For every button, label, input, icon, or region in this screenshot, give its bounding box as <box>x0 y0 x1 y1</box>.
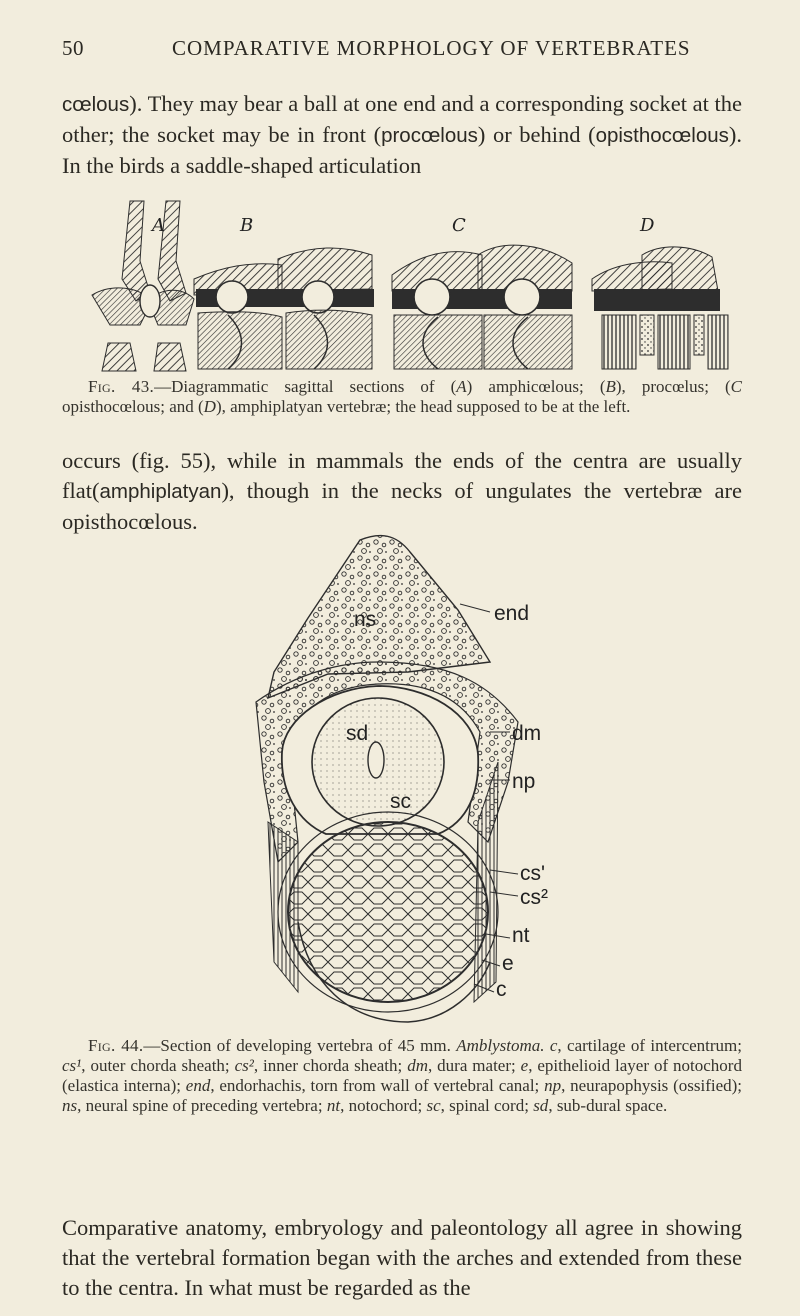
caption-italic: Amblystoma. <box>456 1036 545 1055</box>
caption-italic: D <box>203 397 216 416</box>
paragraph-vertebra-types <box>62 89 742 181</box>
term-procoelous: procœlous <box>381 124 478 147</box>
caption-figure-label: Fig. 44. <box>88 1036 144 1055</box>
paragraph-vertebral-formation: Comparative anatomy, embryology and paleontology all agree in showing that the vertebral formation began with the arches and extended from these to the centra. In what must be regarded as the <box>62 1215 742 1300</box>
caption-text: , epithelioid layer of notochord (elastica interna); <box>62 1056 742 1095</box>
caption-text: opisthocœlous; and ( <box>62 397 204 416</box>
caption-text: , neurapophysis (ossified); <box>561 1076 743 1095</box>
section-c-opisthocoelous <box>392 215 572 369</box>
label-d: D <box>640 215 655 236</box>
paragraph-text: ). They may bear a ball at one end and a corresponding socket at the other; the socket may be in front ( <box>62 91 742 147</box>
paragraph-text: ) or behind ( <box>477 122 596 147</box>
label-a: A <box>152 215 165 236</box>
label-ns: ns <box>354 608 377 631</box>
caption-text: , sub-dural space. <box>548 1096 668 1115</box>
caption-text: Section of developing vertebra of 45 mm. <box>160 1036 457 1055</box>
label-end: end <box>494 602 530 625</box>
label-sc: sc <box>390 790 411 813</box>
section-b-procoelous <box>194 215 374 369</box>
caption-text: ), procœlus; ( <box>615 377 731 396</box>
term-opisthocoelous: opisthocœlous <box>595 124 729 147</box>
page-number: 50 <box>62 36 84 60</box>
label-sd: sd <box>346 722 369 745</box>
caption-italic: sd <box>533 1096 549 1115</box>
caption-italic: e <box>520 1056 529 1075</box>
caption-text: , inner chorda sheath; <box>253 1056 408 1075</box>
caption-italic: ns <box>62 1096 78 1115</box>
caption-italic: B <box>605 377 616 396</box>
label-np: np <box>512 770 536 793</box>
section-d-amphiplatyan <box>592 215 728 369</box>
caption-italic: cs² <box>234 1056 254 1075</box>
caption-italic: cs¹ <box>62 1056 82 1075</box>
label-c: C <box>452 215 466 236</box>
figure-44-caption <box>62 1036 742 1116</box>
caption-figure-label: Fig. 43. <box>88 377 155 396</box>
label-nt: nt <box>512 924 530 947</box>
caption-italic: nt <box>326 1096 341 1115</box>
label-c: c <box>496 978 507 1001</box>
term-coelous: cœlous <box>62 93 130 116</box>
caption-text: ) amphicœlous; ( <box>466 377 606 396</box>
figure-43-vertebra-sections <box>82 193 732 373</box>
caption-italic: np <box>544 1076 562 1095</box>
term-amphiplatyan: amphiplatyan <box>99 480 222 503</box>
caption-italic: dm <box>407 1056 428 1075</box>
label-cs1: cs' <box>520 862 546 885</box>
label-e: e <box>502 952 514 975</box>
running-head: COMPARATIVE MORPHOLOGY OF VERTEBRATES <box>172 36 691 60</box>
caption-text: , endorhachis, torn from wall of vertebral canal; <box>210 1076 545 1095</box>
paragraph-text: ), though in the necks of ungulates the vertebræ are opisthocœlous. <box>62 478 742 534</box>
caption-text: , notochord; <box>340 1096 427 1115</box>
label-b: B <box>240 215 254 236</box>
label-cs2: cs² <box>520 886 548 909</box>
caption-italic: c <box>549 1036 558 1055</box>
caption-italic: sc <box>426 1096 441 1115</box>
caption-text: Diagrammatic sagittal sections of ( <box>171 377 457 396</box>
caption-dash: — <box>143 1036 161 1055</box>
caption-italic: C <box>730 377 742 396</box>
page-header <box>62 36 738 64</box>
section-a-amphicoelous <box>92 201 194 371</box>
caption-text: , spinal cord; <box>440 1096 534 1115</box>
paragraph-text: occurs (fig. 55), while in mammals the ends of the centra are usually flat( <box>62 448 742 503</box>
paragraph-text: ). In the birds a saddle-shaped articulation <box>62 122 743 178</box>
caption-text: , outer chorda sheath; <box>81 1056 235 1075</box>
caption-text: , cartilage of intercentrum; <box>557 1036 743 1055</box>
figure-44-amblystoma-section <box>228 522 618 1030</box>
caption-italic: end <box>185 1076 211 1095</box>
caption-italic: A <box>456 377 467 396</box>
caption-text: ), amphiplatyan vertebræ; the head supposed to be at the left. <box>215 397 631 416</box>
caption-text: , neural spine of preceding vertebra; <box>77 1096 327 1115</box>
label-dm: dm <box>512 722 542 745</box>
caption-text: , dura mater; <box>427 1056 521 1075</box>
caption-dash: — <box>154 377 172 396</box>
figure-43-caption <box>62 377 742 417</box>
